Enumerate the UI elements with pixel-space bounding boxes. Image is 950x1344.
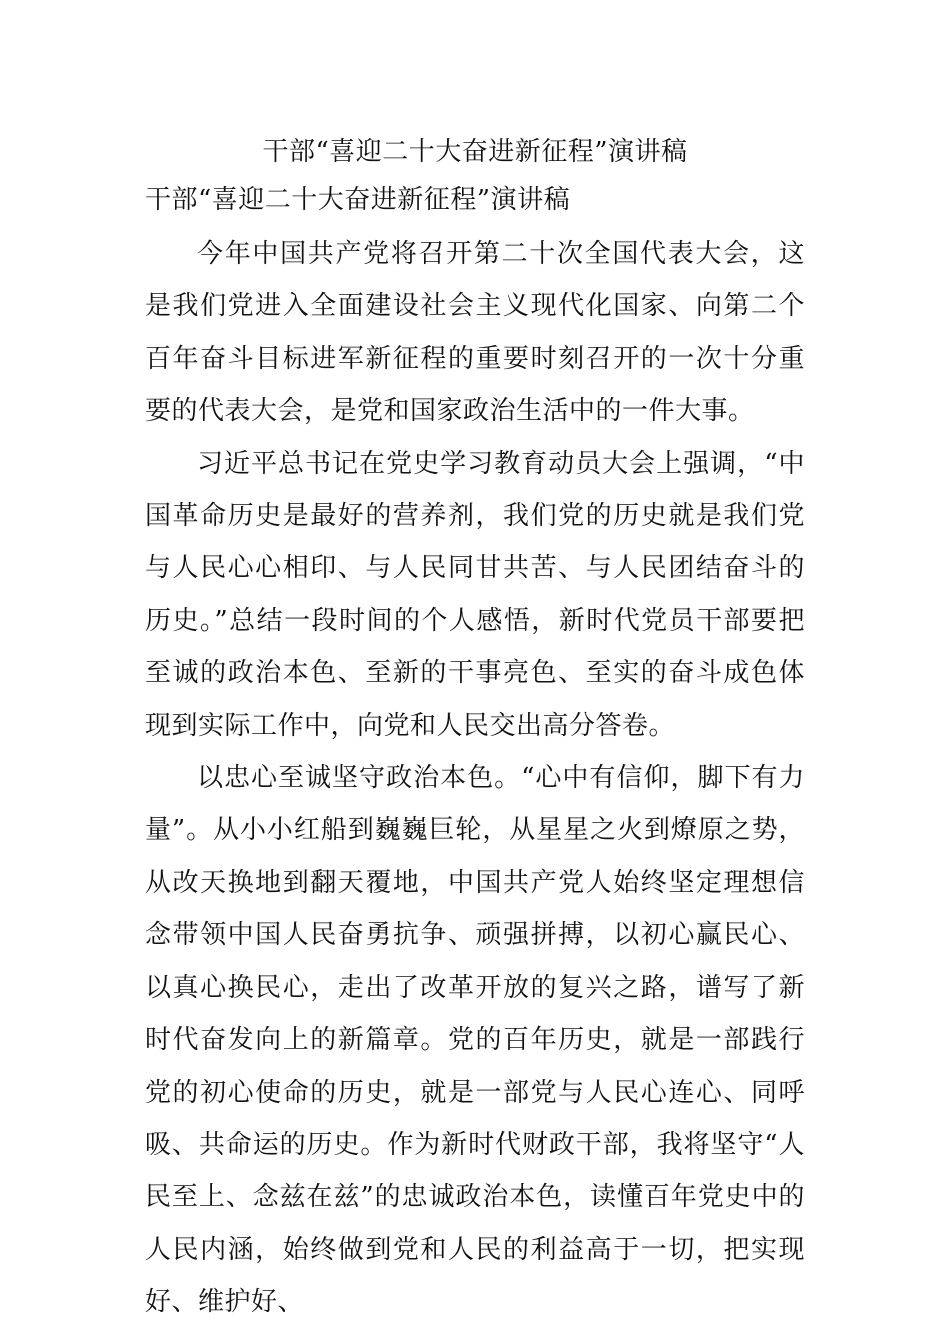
document-body (145, 228, 805, 1329)
paragraph-1: 今年中国共产党将召开第二十次全国代表大会，这是我们党进入全面建设社会主义现代化国家、向第二个百年奋斗目标进军新征程的重要时刻召开的一次十分重要的代表大会，是党和国家政治生活中的一件大事。 (145, 239, 805, 427)
document-title: 干部“喜迎二十大奋进新征程”演讲稿 (262, 137, 688, 167)
paragraph-2: 习近平总书记在党史学习教育动员大会上强调，“中国革命历史是最好的营养剂，我们党的历史就是我们党与人民心心相印、与人民同甘共苦、与人民团结奋斗的历史。”总结一段时间的个人感悟，新时代党员干部要把至诚的政治本色、至新的干事亮色、至实的奋斗成色体现到实际工作中，向党和人民交出高分答卷。 (145, 448, 805, 741)
paragraph-3: 以忠心至诚坚守政治本色。“心中有信仰，脚下有力量”。从小小红船到巍巍巨轮，从星星之火到燎原之势，从改天换地到翻天覆地，中国共产党人始终坚定理想信念带领中国人民奋勇抗争、顽强拼搏，以初心赢民心、以真心换民心，走出了改革开放的复兴之路，谱写了新时代奋发向上的新篇章。党的百年历史，就是一部践行党的初心使命的历史，就是一部党与人民心连心、同呼吸、共命运的历史。作为新时代财政干部，我将坚守“人民至上、念兹在兹”的忠诚政治本色，读懂百年党史中的人民内涵，始终做到党和人民的利益高于一切，把实现好、维护好、 (145, 763, 805, 1318)
document-subtitle: 干部“喜迎二十大奋进新征程”演讲稿 (145, 185, 571, 215)
